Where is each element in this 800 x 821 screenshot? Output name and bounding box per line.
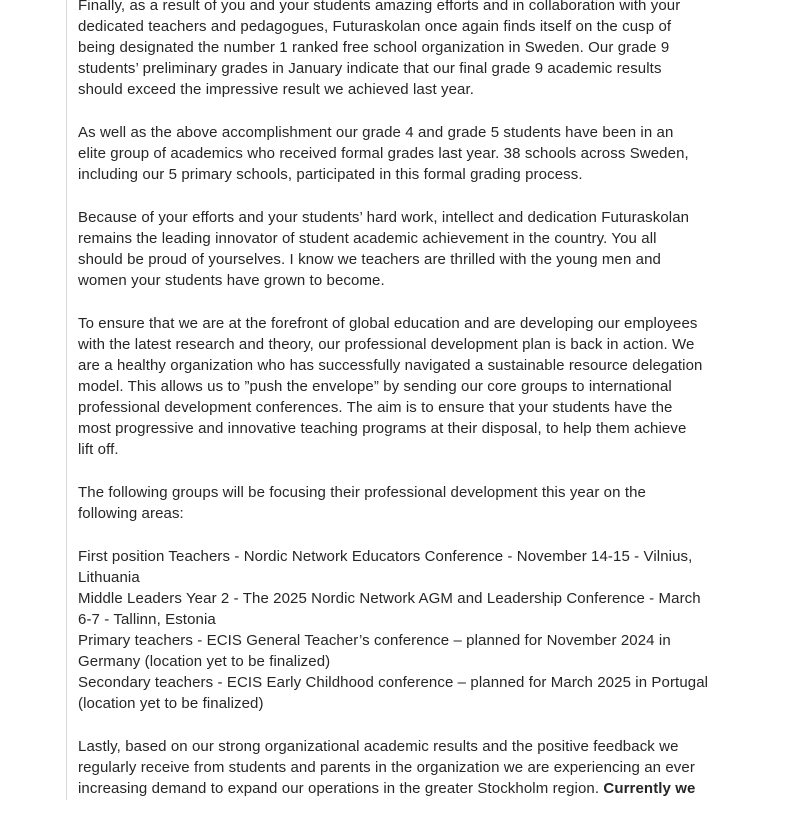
text: most progressive and innovative teaching programs at their disposal, to help them achieve xyxy=(78,420,687,437)
text-line xyxy=(78,736,768,757)
document-body xyxy=(78,0,768,821)
text: model. This allows us to ”push the envelope” by sending our core groups to international xyxy=(78,378,672,395)
text-line xyxy=(78,693,768,714)
text: with the latest research and theory, our professional development plan is back in action. We xyxy=(78,336,695,353)
text-line xyxy=(78,58,768,79)
bold-text: Currently we xyxy=(603,780,696,797)
text: Lithuania xyxy=(78,569,140,586)
text-line xyxy=(78,16,768,37)
text: Because of your efforts and your students’ hard work, intellect and dedication Futuraskolan xyxy=(78,209,690,226)
text: (location yet to be finalized) xyxy=(78,695,264,712)
text-line xyxy=(78,418,768,439)
text-line xyxy=(78,122,768,143)
text: students’ preliminary grades in January indicate that our final grade 9 academic results xyxy=(78,60,662,77)
text-line xyxy=(78,672,768,693)
text: including our 5 primary schools, participated in this formal grading process. xyxy=(78,166,583,183)
paragraph xyxy=(78,736,768,799)
text-line xyxy=(78,270,768,291)
text: First position Teachers - Nordic Network Educators Conference - November 14-15 - Vilnius, xyxy=(78,548,693,565)
text-line xyxy=(78,37,768,58)
text-line xyxy=(78,439,768,460)
text: being designated the number 1 ranked free school organization in Sweden. Our grade 9 xyxy=(78,39,670,56)
paragraph xyxy=(78,482,768,524)
paragraph xyxy=(78,313,768,460)
text: Finally, as a result of you and your students amazing efforts and in collaboration with your xyxy=(78,0,681,14)
text-line xyxy=(78,609,768,630)
text-line xyxy=(78,207,768,228)
text: increasing demand to expand our operations in the greater Stockholm region. xyxy=(78,780,604,797)
text: should exceed the impressive result we achieved last year. xyxy=(78,81,475,98)
text-line xyxy=(78,757,768,778)
text: The following groups will be focusing their professional development this year on the xyxy=(78,484,646,501)
paragraph xyxy=(78,207,768,291)
text-line xyxy=(78,249,768,270)
text: women your students have grown to become. xyxy=(78,272,385,289)
text-line xyxy=(78,630,768,651)
text: Lastly, based on our strong organizational academic results and the positive feedback we xyxy=(78,738,679,755)
text-line xyxy=(78,651,768,672)
page-margin-rule xyxy=(66,0,67,800)
text-line xyxy=(78,397,768,418)
text-line xyxy=(78,503,768,524)
text: remains the leading innovator of student academic achievement in the country. You all xyxy=(78,230,657,247)
text-line xyxy=(78,164,768,185)
text: Middle Leaders Year 2 - The 2025 Nordic Network AGM and Leadership Conference - March xyxy=(78,590,701,607)
text-line xyxy=(78,334,768,355)
text-line xyxy=(78,0,768,16)
text: Secondary teachers - ECIS Early Childhood conference – planned for March 2025 in Portugal xyxy=(78,674,709,691)
text: Primary teachers - ECIS General Teacher’s conference – planned for November 2024 in xyxy=(78,632,671,649)
text-line xyxy=(78,778,768,799)
text: To ensure that we are at the forefront of global education and are developing our employees xyxy=(78,315,698,332)
text: are a healthy organization who has successfully navigated a sustainable resource delegation xyxy=(78,357,703,374)
text: following areas: xyxy=(78,505,184,522)
text-line xyxy=(78,355,768,376)
text-line xyxy=(78,313,768,334)
text-line xyxy=(78,376,768,397)
text-line xyxy=(78,79,768,100)
text-line xyxy=(78,228,768,249)
text: professional development conferences. The aim is to ensure that your students have the xyxy=(78,399,673,416)
text: dedicated teachers and pedagogues, Futuraskolan once again finds itself on the cusp of xyxy=(78,18,672,35)
text: should be proud of yourselves. I know we teachers are thrilled with the young men and xyxy=(78,251,661,268)
text: Germany (location yet to be finalized) xyxy=(78,653,331,670)
text-line xyxy=(78,588,768,609)
text: 6-7 - Tallinn, Estonia xyxy=(78,611,216,628)
paragraph xyxy=(78,546,768,714)
text-line xyxy=(78,482,768,503)
text-line xyxy=(78,546,768,567)
text: elite group of academics who received formal grades last year. 38 schools across Sweden, xyxy=(78,145,689,162)
text-line xyxy=(78,143,768,164)
text-line xyxy=(78,567,768,588)
text: regularly receive from students and parents in the organization we are experiencing an ever xyxy=(78,759,695,776)
paragraph xyxy=(78,0,768,100)
text: As well as the above accomplishment our grade 4 and grade 5 students have been in an xyxy=(78,124,674,141)
text: lift off. xyxy=(78,441,119,458)
paragraph xyxy=(78,122,768,185)
